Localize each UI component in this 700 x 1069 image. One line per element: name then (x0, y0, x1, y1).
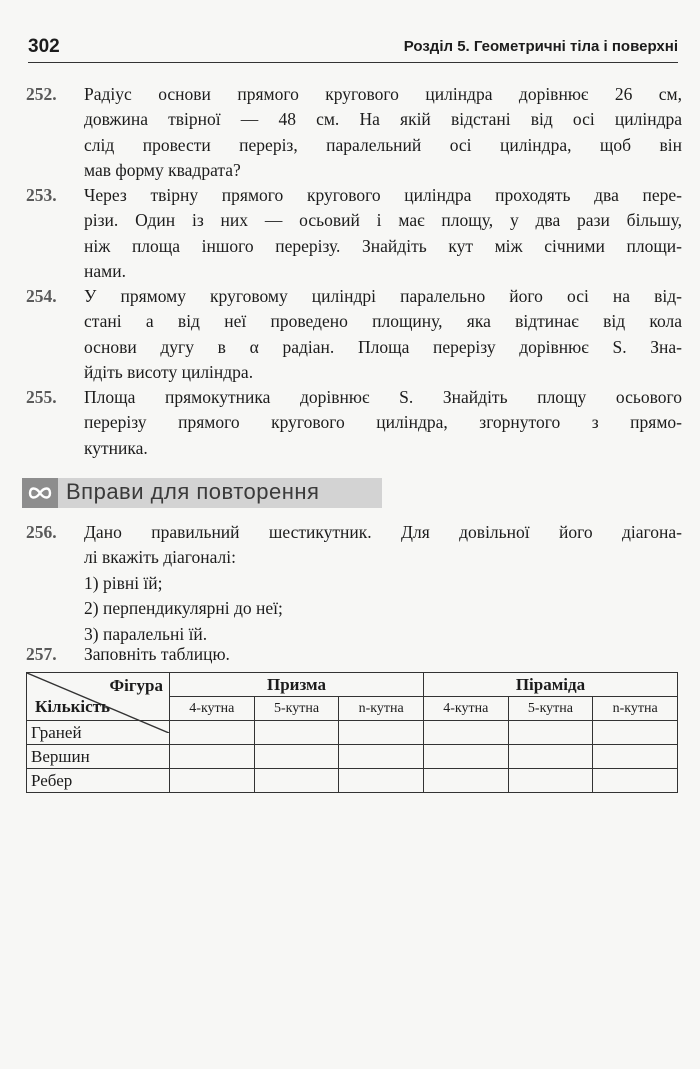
problem-number: 253. (26, 185, 57, 205)
problem-line: Заповніть таблицю. (84, 644, 230, 664)
group-header-pyramid: Піраміда (423, 673, 677, 697)
problem-number: 252. (26, 84, 57, 104)
empty-cell (339, 745, 424, 769)
problem-line: Площа прямокутника дорівнює S. Знайдіть площу осьового (84, 387, 682, 407)
table-row (27, 769, 678, 793)
corner-top-label: Фігура (109, 676, 163, 695)
problem-line: різи. Один із них — осьовий і має площу, у два рази більшу, (84, 210, 682, 231)
review-heading-text: Вправи для повторення (66, 479, 320, 504)
empty-cell (508, 745, 593, 769)
problem-number: 256. (26, 522, 57, 542)
empty-cell (254, 745, 339, 769)
problem-line: йдіть висоту циліндра. (84, 362, 254, 383)
section-title: Розділ 5. Геометричні тіла і поверхні (403, 38, 678, 55)
problem-257 (26, 642, 682, 667)
review-heading (22, 478, 382, 508)
problem-252 (26, 82, 682, 184)
problem-line: перерізу прямого кругового циліндра, згорнутого з прямо- (84, 412, 682, 433)
problem-line: стані a від неї проведено площину, яка відтинає від кола (84, 311, 682, 332)
problem-line: лі вкажіть діагоналі: (84, 547, 236, 568)
list-item: 3) паралельні їй. (84, 623, 208, 644)
row-label: Ребер (27, 769, 170, 793)
infinity-icon (22, 478, 58, 508)
fill-table (26, 672, 678, 793)
column-header: 4-кутна (423, 697, 508, 721)
empty-cell (423, 745, 508, 769)
problem-254 (26, 284, 682, 386)
problem-253 (26, 183, 682, 285)
empty-cell (170, 745, 255, 769)
page-header (28, 34, 678, 63)
corner-bottom-label: Кількість (35, 697, 110, 716)
empty-cell (508, 721, 593, 745)
problem-line: мав форму квадрата? (84, 160, 241, 181)
empty-cell (593, 769, 678, 793)
problem-line: Дано правильний шестикутник. Для довільної його діагона- (84, 522, 682, 542)
empty-cell (593, 745, 678, 769)
group-header-prism: Призма (170, 673, 424, 697)
problem-line: слід провести переріз, паралельний осі циліндра, щоб він (84, 134, 682, 155)
list-item: 1) рівні їй; (84, 572, 163, 593)
table-corner-cell (27, 673, 170, 721)
empty-cell (423, 769, 508, 793)
empty-cell (170, 769, 255, 793)
page-number: 302 (28, 36, 60, 57)
empty-cell (254, 769, 339, 793)
problem-number: 255. (26, 387, 57, 407)
problem-line: основи дугу в α радіан. Площа перерізу дорівнює S. Зна- (84, 336, 682, 357)
problem-number: 257. (26, 644, 57, 664)
empty-cell (593, 721, 678, 745)
problem-line: довжина твірної — 48 см. На якій відстані від осі циліндра (84, 109, 682, 130)
column-header: n-кутна (339, 697, 424, 721)
table-row (27, 745, 678, 769)
empty-cell (508, 769, 593, 793)
empty-cell (170, 721, 255, 745)
empty-cell (423, 721, 508, 745)
list-item: 2) перпендикулярні до неї; (84, 598, 283, 619)
empty-cell (254, 721, 339, 745)
row-label: Вершин (27, 745, 170, 769)
problem-line: ніж площа іншого перерізу. Знайдіть кут між січними площи- (84, 235, 682, 256)
problem-255 (26, 385, 682, 461)
problem-line: Радіус основи прямого кругового циліндра дорівнює 26 см, (84, 84, 682, 104)
empty-cell (339, 769, 424, 793)
column-header: n-кутна (593, 697, 678, 721)
problem-256 (26, 520, 682, 647)
problem-line: У прямому круговому циліндрі паралельно його осі на від- (84, 286, 682, 306)
empty-cell (339, 721, 424, 745)
problem-line: кутника. (84, 437, 148, 458)
problem-number: 254. (26, 286, 57, 306)
column-header: 5-кутна (508, 697, 593, 721)
column-header: 5-кутна (254, 697, 339, 721)
problem-line: нами. (84, 261, 126, 282)
problem-line: Через твірну прямого кругового циліндра проходять два пере- (84, 185, 682, 205)
row-label: Граней (27, 721, 170, 745)
column-header: 4-кутна (170, 697, 255, 721)
